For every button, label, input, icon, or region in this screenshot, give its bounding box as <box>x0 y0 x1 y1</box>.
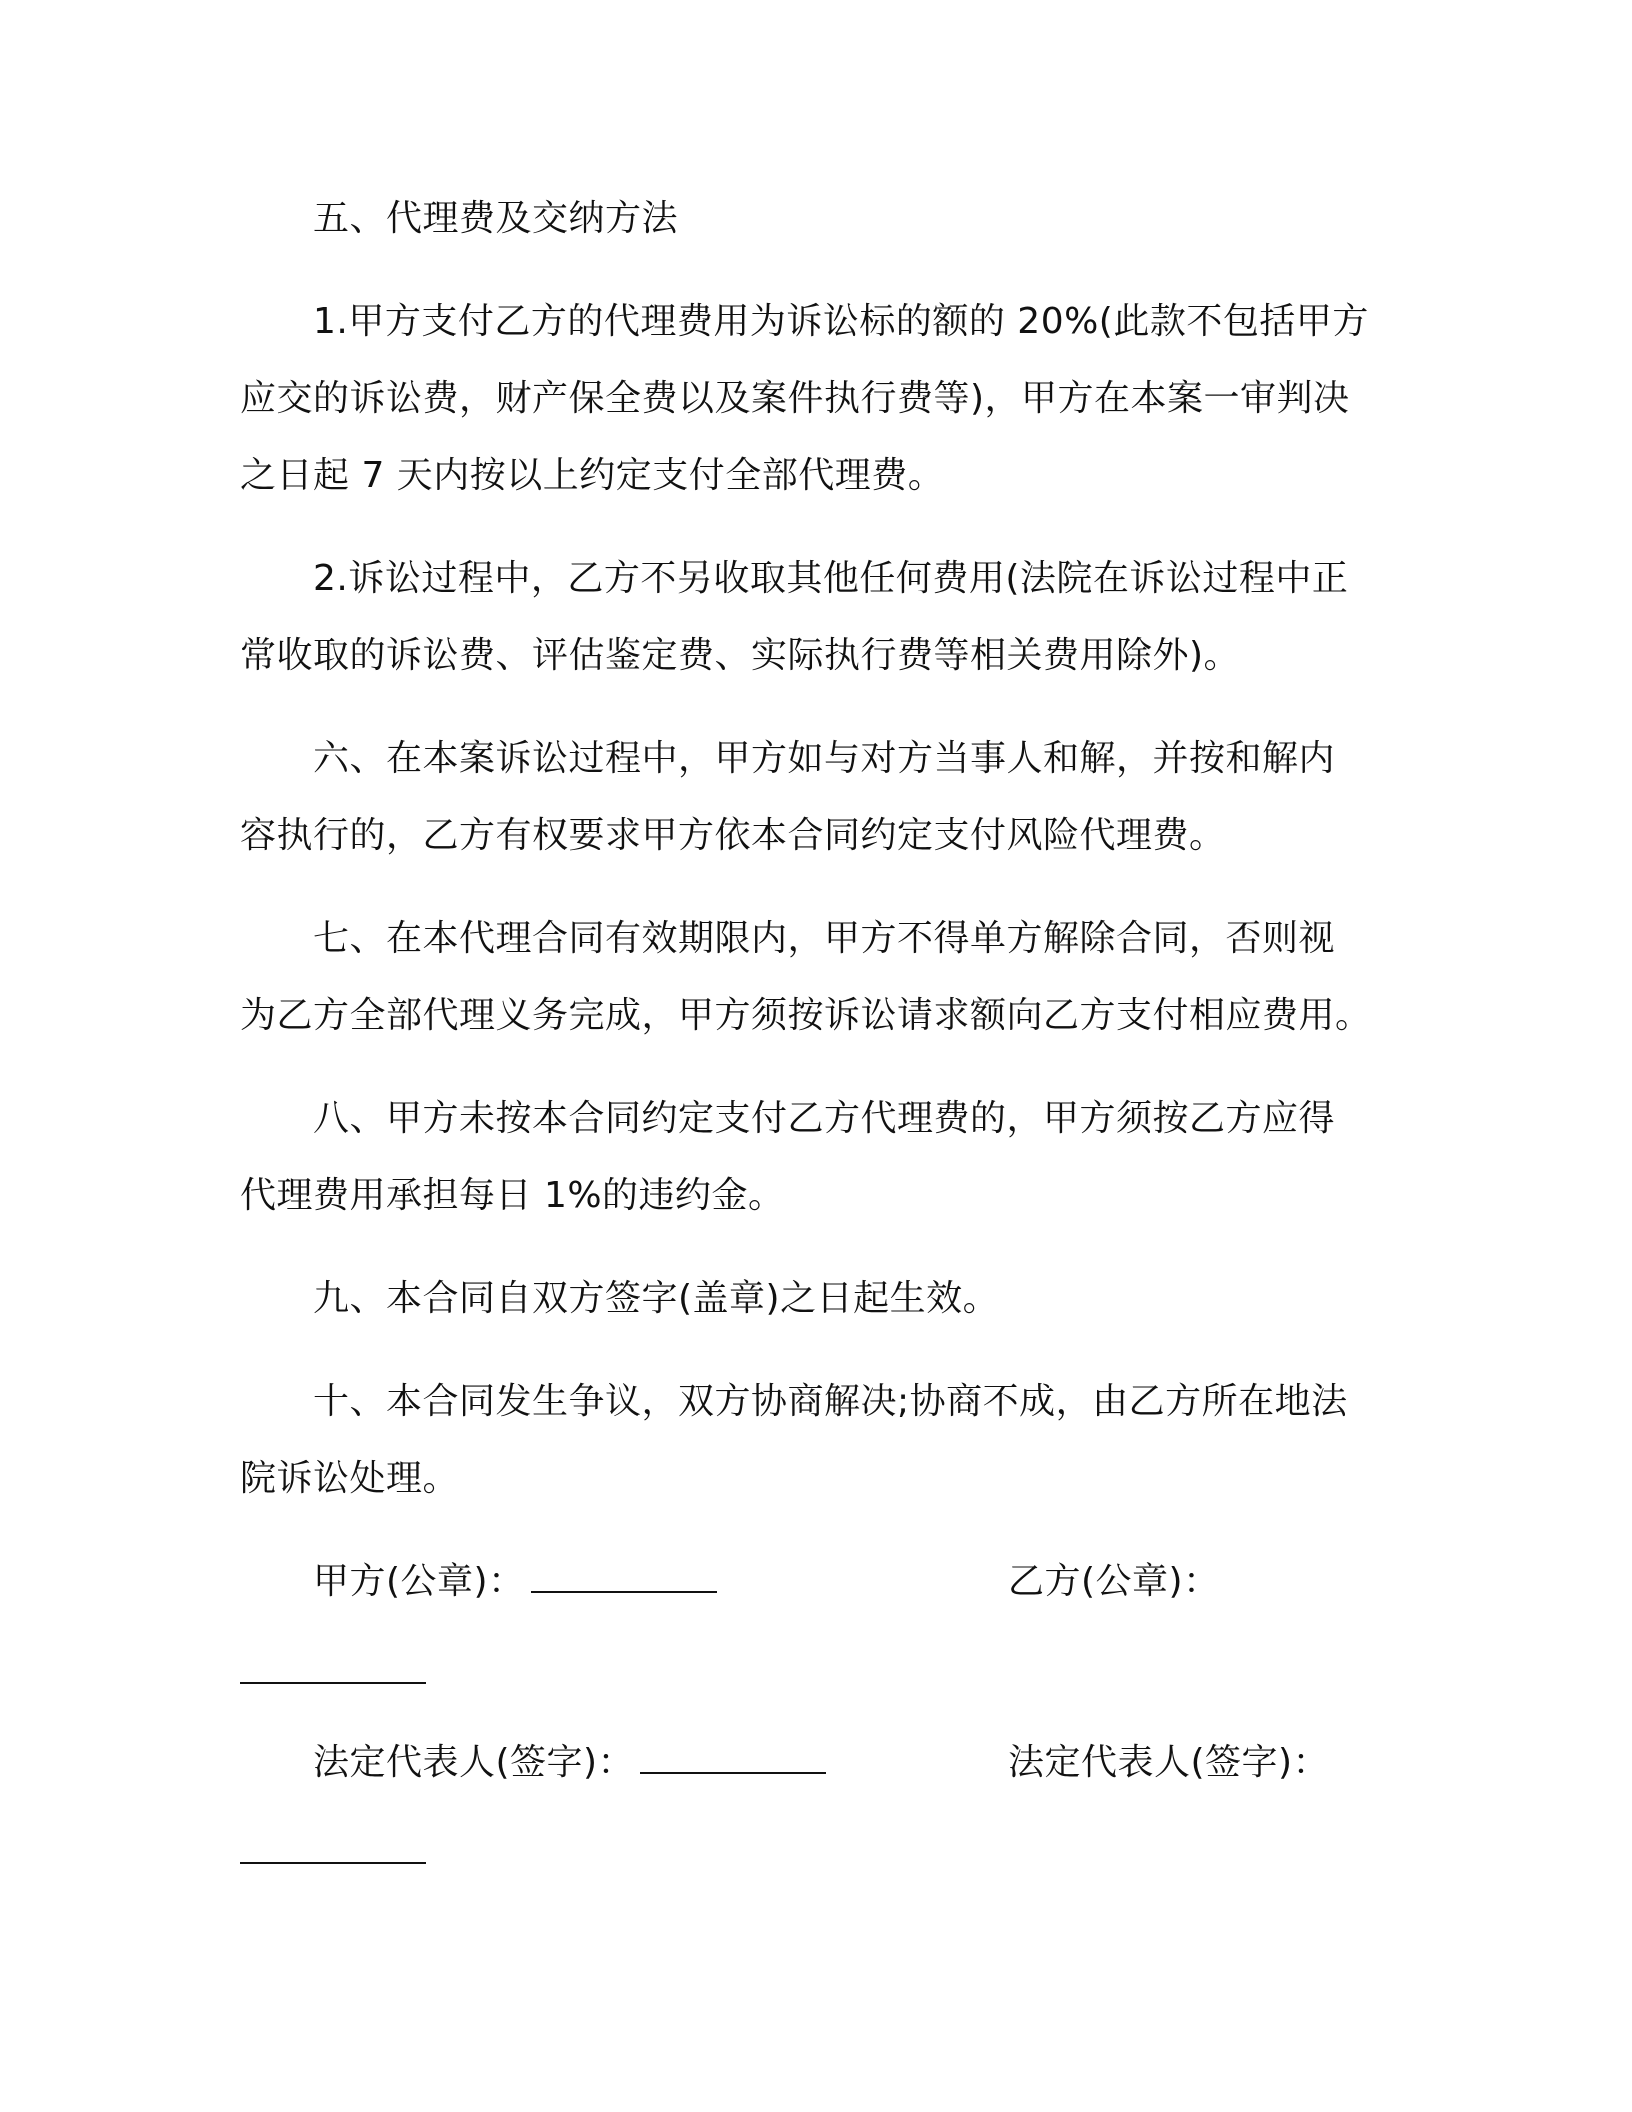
section-8-line-1: 八、甲方未按本合同约定支付乙方代理费的，甲方须按乙方应得 <box>313 1098 1336 1139</box>
party-b-rep-blank[interactable] <box>240 1860 426 1864</box>
section-5-title: 五、代理费及交纳方法 <box>313 198 679 239</box>
party-a-rep-label: 法定代表人(签字)： <box>313 1742 635 1783</box>
section-9-line-1: 九、本合同自双方签字(盖章)之日起生效。 <box>313 1278 1000 1319</box>
party-a-rep-blank[interactable] <box>640 1738 826 1774</box>
party-b-rep-label: 法定代表人(签字)： <box>1008 1742 1330 1783</box>
party-a-seal-row <box>313 1556 717 1608</box>
section-7-line-2: 为乙方全部代理义务完成，甲方须按诉讼请求额向乙方支付相应费用。 <box>240 995 1372 1036</box>
section-10-line-2: 院诉讼处理。 <box>240 1458 460 1499</box>
section-7-line-1: 七、在本代理合同有效期限内，甲方不得单方解除合同，否则视 <box>313 918 1336 959</box>
party-a-seal-blank[interactable] <box>531 1557 717 1593</box>
party-a-seal-label: 甲方(公章)： <box>313 1561 525 1602</box>
item-2-line-2: 常收取的诉讼费、评估鉴定费、实际执行费等相关费用除外)。 <box>240 635 1241 676</box>
party-a-rep-row <box>313 1737 826 1789</box>
section-8-line-2: 代理费用承担每日 1%的违约金。 <box>240 1175 785 1216</box>
party-b-seal-label: 乙方(公章)： <box>1008 1561 1220 1602</box>
section-6-line-1: 六、在本案诉讼过程中，甲方如与对方当事人和解，并按和解内 <box>313 738 1336 779</box>
item-1-line-1: 1.甲方支付乙方的代理费用为诉讼标的额的 20%(此款不包括甲方 <box>313 301 1369 342</box>
item-2-line-1: 2.诉讼过程中，乙方不另收取其他任何费用(法院在诉讼过程中正 <box>313 558 1349 599</box>
section-6-line-2: 容执行的，乙方有权要求甲方依本合同约定支付风险代理费。 <box>240 815 1226 856</box>
section-10-line-1: 十、本合同发生争议，双方协商解决;协商不成，由乙方所在地法 <box>313 1381 1348 1422</box>
item-1-line-2: 应交的诉讼费，财产保全费以及案件执行费等)，甲方在本案一审判决 <box>240 378 1350 419</box>
party-b-seal-blank[interactable] <box>240 1680 426 1684</box>
item-1-line-3: 之日起 7 天内按以上约定支付全部代理费。 <box>240 455 945 496</box>
